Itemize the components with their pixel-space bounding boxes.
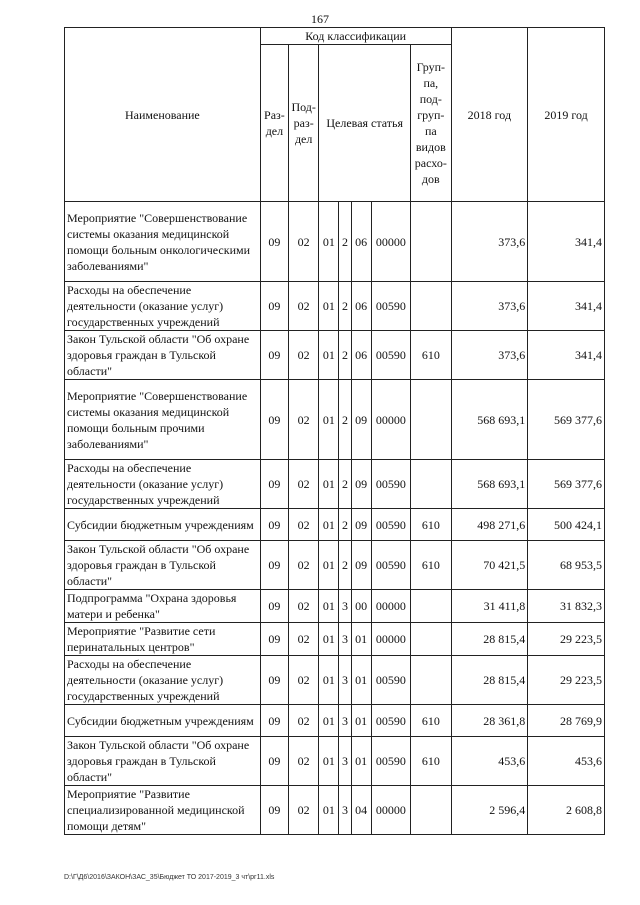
row-target-program: 01 [319,786,339,835]
row-amount-2018: 373,6 [451,331,528,380]
row-expense-group [411,786,451,835]
row-amount-2019: 31 832,3 [528,590,605,623]
row-target-direction: 00590 [371,282,410,331]
row-amount-2018: 2 596,4 [451,786,528,835]
row-podrazdel: 02 [289,282,319,331]
row-podrazdel: 02 [289,737,319,786]
row-name: Расходы на обеспечение деятельности (оказание услуг) государственных учреждений [65,282,261,331]
row-podrazdel: 02 [289,786,319,835]
row-target-direction: 00000 [371,590,410,623]
row-target-subprogram: 2 [339,380,351,460]
header-name: Наименование [65,28,261,202]
row-target-event: 01 [351,705,371,737]
row-amount-2019: 68 953,5 [528,541,605,590]
table-row [65,331,605,380]
row-expense-group [411,282,451,331]
header-section: Раз- дел [260,45,288,202]
row-target-program: 01 [319,541,339,590]
row-target-subprogram: 2 [339,460,351,509]
row-amount-2018: 568 693,1 [451,460,528,509]
row-target-program: 01 [319,331,339,380]
row-target-subprogram: 2 [339,509,351,541]
row-target-event: 09 [351,380,371,460]
row-razdel: 09 [260,705,288,737]
row-target-subprogram: 3 [339,737,351,786]
row-podrazdel: 02 [289,202,319,282]
row-name: Закон Тульской области "Об охране здоровья граждан в Тульской области" [65,331,261,380]
row-razdel: 09 [260,623,288,656]
row-amount-2019: 569 377,6 [528,380,605,460]
row-target-subprogram: 3 [339,590,351,623]
row-target-event: 01 [351,656,371,705]
row-target-direction: 00590 [371,737,410,786]
table-row [65,623,605,656]
row-target-program: 01 [319,282,339,331]
row-name: Субсидии бюджетным учреждениям [65,509,261,541]
row-amount-2018: 28 361,8 [451,705,528,737]
row-amount-2019: 569 377,6 [528,460,605,509]
row-target-event: 04 [351,786,371,835]
row-target-program: 01 [319,705,339,737]
row-expense-group: 610 [411,705,451,737]
header-year-2018: 2018 год [451,28,528,202]
row-target-direction: 00590 [371,509,410,541]
row-target-direction: 00000 [371,202,410,282]
row-target-subprogram: 3 [339,705,351,737]
row-amount-2019: 453,6 [528,737,605,786]
table-row [65,786,605,835]
table-body [65,202,605,835]
row-target-event: 09 [351,509,371,541]
row-amount-2018: 373,6 [451,282,528,331]
row-name: Закон Тульской области "Об охране здоровья граждан в Тульской области" [65,737,261,786]
row-podrazdel: 02 [289,460,319,509]
row-target-program: 01 [319,590,339,623]
row-razdel: 09 [260,590,288,623]
row-amount-2019: 29 223,5 [528,623,605,656]
row-target-event: 06 [351,202,371,282]
table-row [65,509,605,541]
row-expense-group [411,380,451,460]
header-row-top [65,28,605,45]
table-row [65,705,605,737]
row-expense-group [411,460,451,509]
table-row [65,380,605,460]
header-classification: Код классификации [260,28,451,45]
row-amount-2018: 453,6 [451,737,528,786]
row-amount-2018: 31 411,8 [451,590,528,623]
row-name: Мероприятие "Развитие сети перинатальных центров" [65,623,261,656]
row-target-subprogram: 3 [339,623,351,656]
table-row [65,202,605,282]
header-subsection: Под- раз- дел [289,45,319,202]
row-name: Мероприятие "Совершенствование системы оказания медицинской помощи больным онкологическими заболеваниями" [65,202,261,282]
row-podrazdel: 02 [289,380,319,460]
row-razdel: 09 [260,786,288,835]
row-amount-2019: 341,4 [528,202,605,282]
header-year-2019: 2019 год [528,28,605,202]
file-path-footer: D:\Г\Д6\2016\ЗАКОН\ЗАС_35\Бюджет ТО 2017-2019_3 чт\рг11.xls [64,874,275,881]
row-razdel: 09 [260,282,288,331]
row-target-direction: 00590 [371,331,410,380]
row-amount-2019: 29 223,5 [528,656,605,705]
row-target-direction: 00000 [371,786,410,835]
row-target-event: 01 [351,623,371,656]
row-amount-2019: 500 424,1 [528,509,605,541]
row-name: Закон Тульской области "Об охране здоровья граждан в Тульской области" [65,541,261,590]
row-razdel: 09 [260,541,288,590]
row-name: Подпрограмма "Охрана здоровья матери и ребенка" [65,590,261,623]
row-razdel: 09 [260,460,288,509]
row-target-direction: 00590 [371,705,410,737]
row-expense-group [411,623,451,656]
row-amount-2019: 2 608,8 [528,786,605,835]
row-amount-2019: 341,4 [528,331,605,380]
row-target-subprogram: 3 [339,786,351,835]
row-podrazdel: 02 [289,509,319,541]
table-row [65,590,605,623]
table-row [65,460,605,509]
row-razdel: 09 [260,202,288,282]
table-row [65,656,605,705]
row-target-direction: 00000 [371,623,410,656]
row-podrazdel: 02 [289,331,319,380]
row-target-event: 01 [351,737,371,786]
row-podrazdel: 02 [289,541,319,590]
row-expense-group: 610 [411,509,451,541]
row-name: Мероприятие "Совершенствование системы оказания медицинской помощи больным прочими заболеваниями" [65,380,261,460]
row-target-program: 01 [319,380,339,460]
row-target-program: 01 [319,509,339,541]
row-podrazdel: 02 [289,590,319,623]
row-target-direction: 00590 [371,460,410,509]
row-target-direction: 00590 [371,656,410,705]
row-expense-group: 610 [411,541,451,590]
row-name: Расходы на обеспечение деятельности (оказание услуг) государственных учреждений [65,656,261,705]
row-target-program: 01 [319,202,339,282]
row-amount-2018: 568 693,1 [451,380,528,460]
row-target-event: 09 [351,460,371,509]
row-razdel: 09 [260,509,288,541]
row-name: Субсидии бюджетным учреждениям [65,705,261,737]
row-target-subprogram: 2 [339,541,351,590]
row-podrazdel: 02 [289,656,319,705]
row-razdel: 09 [260,331,288,380]
row-expense-group: 610 [411,737,451,786]
row-amount-2018: 70 421,5 [451,541,528,590]
row-target-event: 06 [351,282,371,331]
row-target-event: 09 [351,541,371,590]
row-amount-2018: 498 271,6 [451,509,528,541]
row-razdel: 09 [260,656,288,705]
row-target-subprogram: 2 [339,331,351,380]
row-target-subprogram: 2 [339,202,351,282]
row-amount-2019: 341,4 [528,282,605,331]
row-podrazdel: 02 [289,705,319,737]
row-target-direction: 00590 [371,541,410,590]
row-amount-2019: 28 769,9 [528,705,605,737]
row-razdel: 09 [260,737,288,786]
row-expense-group: 610 [411,331,451,380]
row-target-subprogram: 3 [339,656,351,705]
row-expense-group [411,202,451,282]
row-expense-group [411,656,451,705]
row-name: Мероприятие "Развитие специализированной медицинской помощи детям" [65,786,261,835]
row-amount-2018: 28 815,4 [451,656,528,705]
row-target-direction: 00000 [371,380,410,460]
table-row [65,737,605,786]
table-row [65,282,605,331]
budget-table [64,27,605,835]
row-target-program: 01 [319,623,339,656]
row-target-subprogram: 2 [339,282,351,331]
row-expense-group [411,590,451,623]
row-target-program: 01 [319,737,339,786]
row-target-program: 01 [319,460,339,509]
page-number: 167 [311,12,329,26]
table-row [65,541,605,590]
header-target-article: Целевая статья [319,45,411,202]
row-name: Расходы на обеспечение деятельности (оказание услуг) государственных учреждений [65,460,261,509]
header-expense-group: Груп- па, под- груп- па видов расхо- дов [411,45,451,202]
row-amount-2018: 373,6 [451,202,528,282]
row-amount-2018: 28 815,4 [451,623,528,656]
row-podrazdel: 02 [289,623,319,656]
row-target-event: 00 [351,590,371,623]
row-target-event: 06 [351,331,371,380]
row-razdel: 09 [260,380,288,460]
row-target-program: 01 [319,656,339,705]
